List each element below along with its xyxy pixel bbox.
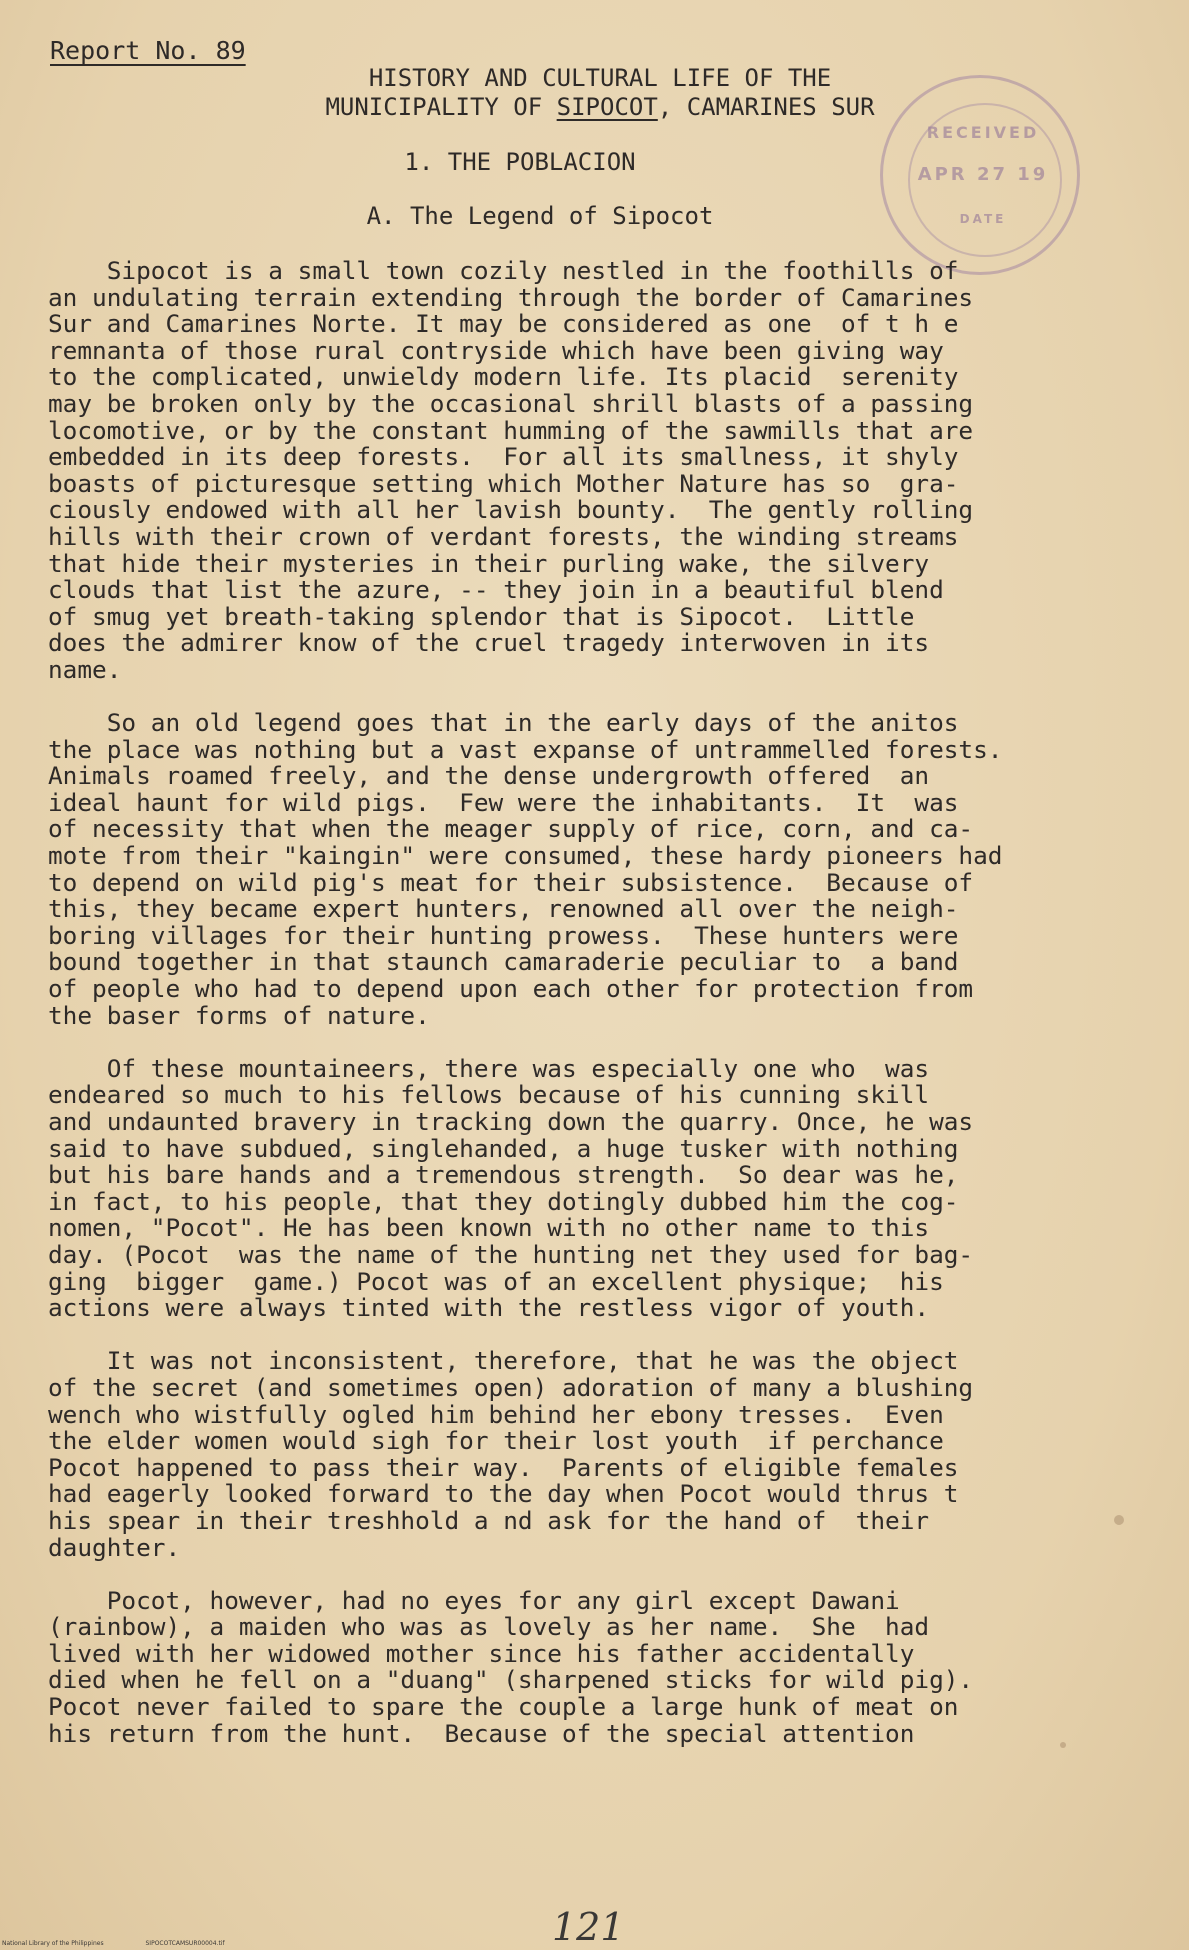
- text-line: to the complicated, unwieldy modern life. Its placid serenity: [48, 362, 959, 392]
- paragraph: [48, 1348, 1158, 1561]
- stamp-date-value: APR 27 19: [917, 164, 1049, 185]
- text-line: the baser forms of nature.: [48, 1000, 430, 1030]
- text-line: clouds that list the azure, -- they join in a beautiful blend: [48, 575, 944, 605]
- text-line: bound together in that staunch camaraderie peculiar to a band: [48, 947, 959, 977]
- stamp-date-label: DATE: [959, 212, 1007, 226]
- text-line: Pocot, however, had no eyes for any girl except Dawani: [48, 1585, 900, 1615]
- text-line: Animals roamed freely, and the dense undergrowth offered an: [48, 761, 930, 791]
- text-line: boasts of picturesque setting which Mother Nature has so gra-: [48, 468, 959, 498]
- text-line: ideal haunt for wild pigs. Few were the inhabitants. It was: [48, 787, 959, 817]
- text-line: may be broken only by the occasional shrill blasts of a passing: [48, 388, 974, 418]
- text-line: but his bare hands and a tremendous strength. So dear was he,: [48, 1160, 959, 1190]
- text-line: of the secret (and sometimes open) adoration of many a blushing: [48, 1372, 974, 1402]
- title-line-2-suffix: , CAMARINES SUR: [657, 93, 875, 121]
- section-heading: 1. THE POBLACION: [404, 148, 636, 176]
- paragraph: [48, 258, 1158, 684]
- text-line: this, they became expert hunters, renowned all over the neigh-: [48, 894, 959, 924]
- text-line: Of these mountaineers, there was especially one who was: [48, 1053, 930, 1083]
- text-line: boring villages for their hunting prowess. These hunters were: [48, 920, 959, 950]
- text-line: actions were always tinted with the restless vigor of youth.: [48, 1293, 930, 1323]
- title-line-1: HISTORY AND CULTURAL LIFE OF THE: [368, 64, 832, 92]
- text-line: died when he fell on a "duang" (sharpened sticks for wild pig).: [48, 1665, 974, 1695]
- text-line: his spear in their treshhold a nd ask for the hand of their: [48, 1505, 930, 1535]
- text-line: the place was nothing but a vast expanse of untrammelled forests.: [48, 734, 1003, 764]
- text-line: of necessity that when the meager supply of rice, corn, and ca-: [48, 814, 974, 844]
- text-line: (rainbow), a maiden who was as lovely as her name. She had: [48, 1612, 930, 1642]
- text-line: ciously endowed with all her lavish bounty. The gently rolling: [48, 495, 974, 525]
- text-line: wench who wistfully ogled him behind her ebony tresses. Even: [48, 1399, 944, 1429]
- paragraph: [48, 1585, 1158, 1748]
- text-line: Sur and Camarines Norte. It may be considered as one of t h e: [48, 309, 959, 339]
- paragraph: [48, 1053, 1158, 1323]
- text-line: endeared so much to his fellows because of his cunning skill: [48, 1080, 930, 1110]
- text-line: hills with their crown of verdant forests, the winding streams: [48, 521, 959, 551]
- text-line: locomotive, or by the constant humming of the sawmills that are: [48, 415, 974, 445]
- text-line: daughter.: [48, 1532, 181, 1562]
- text-line: ging bigger game.) Pocot was of an excellent physique; his: [48, 1266, 944, 1296]
- title-line-2: [270, 93, 930, 122]
- text-line: It was not inconsistent, therefore, that he was the object: [48, 1346, 959, 1376]
- text-line: Pocot never failed to spare the couple a large hunk of meat on: [48, 1692, 959, 1722]
- subsection-heading: A. The Legend of Sipocot: [366, 202, 714, 230]
- paragraph: [48, 710, 1158, 1029]
- footer-file-id: SIPOCOTCAMSUR00004.tif: [145, 1940, 225, 1947]
- title-sipocot: SIPOCOT: [556, 93, 658, 121]
- text-line: of smug yet breath-taking splendor that is Sipocot. Little: [48, 601, 915, 631]
- text-line: Sipocot is a small town cozily nestled in the foothills of: [48, 256, 959, 285]
- stamp-received-label: RECEIVED: [926, 123, 1040, 142]
- scan-footer: [2, 1940, 265, 1947]
- text-line: Pocot happened to pass their way. Parents of eligible females: [48, 1452, 959, 1482]
- text-line: the elder women would sigh for their lost youth if perchance: [48, 1426, 944, 1456]
- text-line: mote from their "kaingin" were consumed, these hardy pioneers had: [48, 841, 1003, 871]
- body-text: [48, 258, 1158, 1774]
- text-line: lived with her widowed mother since his father accidentally: [48, 1638, 915, 1668]
- paper-blemish: [1114, 1515, 1124, 1525]
- text-line: had eagerly looked forward to the day when Pocot would thrus t: [48, 1479, 959, 1509]
- footer-library: National Library of the Philippines: [2, 1940, 104, 1947]
- text-line: his return from the hunt. Because of the special attention: [48, 1718, 915, 1748]
- text-line: nomen, "Pocot". He has been known with no other name to this: [48, 1213, 930, 1243]
- text-line: day. (Pocot was the name of the hunting net they used for bag-: [48, 1239, 974, 1269]
- text-line: an undulating terrain extending through the border of Camarines: [48, 282, 974, 312]
- received-stamp: [880, 75, 1080, 275]
- text-line: to depend on wild pig's meat for their subsistence. Because of: [48, 867, 974, 897]
- text-line: and undaunted bravery in tracking down the quarry. Once, he was: [48, 1107, 974, 1136]
- report-number: Report No. 89: [50, 36, 246, 65]
- text-line: name.: [48, 654, 122, 684]
- text-line: embedded in its deep forests. For all its smallness, it shyly: [48, 442, 959, 472]
- text-line: So an old legend goes that in the early days of the anitos: [48, 708, 959, 738]
- paper-blemish: [1060, 1742, 1066, 1748]
- text-line: said to have subdued, singlehanded, a huge tusker with nothing: [48, 1133, 959, 1163]
- text-line: that hide their mysteries in their purling wake, the silvery: [48, 548, 930, 578]
- title-line-2-prefix: MUNICIPALITY OF: [325, 93, 557, 121]
- text-line: does the admirer know of the cruel tragedy interwoven in its: [48, 628, 930, 658]
- text-line: in fact, to his people, that they dotingly dubbed him the cog-: [48, 1186, 959, 1216]
- text-line: of people who had to depend upon each other for protection from: [48, 974, 974, 1004]
- text-line: remnanta of those rural contryside which have been giving way: [48, 335, 944, 365]
- page-number: 121: [552, 1905, 625, 1949]
- document-title: [270, 64, 930, 122]
